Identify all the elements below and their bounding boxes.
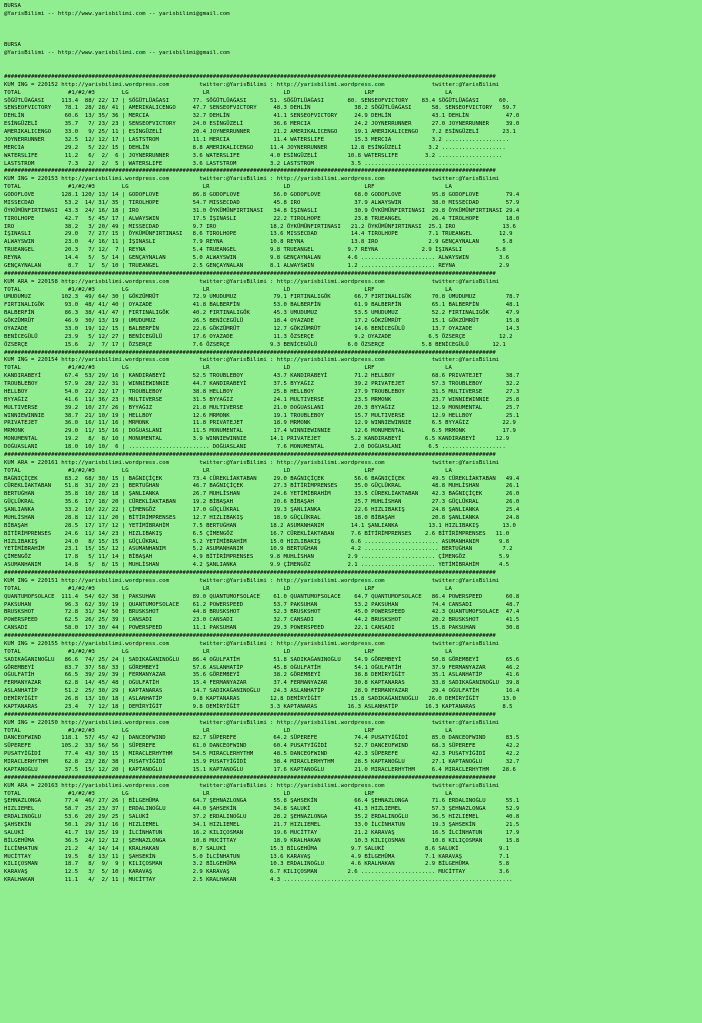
text-line: İŞINASLI 29.0 7/ 27/ 15 | ÖYKÜMÜNFIRTINASI 8.6 TIROLHOPE 13.6 MISSECDAD 14.4 TIROLHOPE 7.1 TRUEANGEL 12.9	[4, 231, 513, 238]
text-line: MISSECDAD 53.2 14/ 31/ 35 | TIROLHOPE 54.7 MISSECDAD 45.8 IRO 37.9 ALWAYSWIN 38.0 MISSECDAD 57.9	[4, 199, 520, 206]
text-line: BURSA	[4, 3, 21, 9]
column-header-line: TOTAL #1/#2/#3 LG LR LD LRF LA	[4, 365, 452, 372]
text-line: HIZLIBAKIŞ 24.0 8/ 15/ 15 | GÜÇLÜKRAL 5.2 YETİMİBRAHİM 15.0 HIZLIBAKIŞ 6.6 ...................... ASUMANHANIM 9.8	[4, 538, 510, 545]
text-line: ERDALINOĞLU 53.6 20/ 29/ 25 | SALUKİ 37.2 ERDALINOĞLU 28.2 ŞEHNAZLONGA 35.2 ERDALINOĞLU 36.5 HIZLIEMEL 40.8	[4, 814, 520, 821]
text-line: BERTUĞHAN 35.8 10/ 28/ 18 | ŞANLIANKA 26.7 MUHLİSHAN 24.6 YETİMİBRAHİM 33.5 CÜREKLİAKTABAN 42.3 BAĞNIÇİÇEK 26.0	[4, 491, 520, 498]
text-line: PUSATYİĞİDİ 77.4 43/ 30/ 15 | MIRACLERHYTHM 54.5 MIRACLERHYTHM 48.5 DANCEOFWIND 42.3 SÜPEREFE 42.3 PUSATYİĞİDİ 42.2	[4, 751, 520, 758]
race-header-line: KUM ARA = 220163 http://yarisbilimi.wordpress.com twitter:@YarisBilimi : http://yarisbilimi.wordpress.com twitter:@YarisBilimi	[4, 782, 500, 789]
text-line: BİLGEHÜMA 36.5 24/ 12/ 12 | ŞEHNAZLONGA 10.8 MUCİTTAY 18.9 KRALHAKAN 10.3 KILIÇOSMAN 10.8 KILIÇOSMAN 15.8	[4, 837, 520, 844]
text-line: DEHLİN 60.6 13/ 35/ 36 | MERCIA 32.7 DEHLİN 41.1 SENSEOFVICTORY 24.9 DEHLİN 43.1 DEHLİN 47.0	[4, 113, 520, 120]
column-header-line: TOTAL #1/#2/#3 LG LR LD LRF LA	[4, 790, 452, 797]
separator-line: ##################################################################################################################################################	[4, 270, 496, 277]
text-line: KAPTANOĞLU 37.5 15/ 12/ 20 | KAPTANOĞLU 15.1 KAPTANOĞLU 17.6 KAPTANOĞLU 21.0 MIRACLERHYTHM 6.4 MIRACLERHYTHM 28.6	[4, 766, 516, 773]
text-line: BİBAŞAH 28.5 17/ 17/ 12 | YETİMİBRAHİM 7.5 BERTUĞHAN 18.2 ASUMANHANIM 14.1 ŞANLIANKA 13.1 HIZLIBAKIŞ 13.0	[4, 522, 516, 529]
blank-line	[4, 27, 702, 35]
text-line: LASTSTROM 7.3 2/ 2/ 5 | WATERSLIFE 3.6 LASTSTROM 3.2 LASTSTROM 3.5 ...................................	[4, 160, 483, 167]
text-line: HELLBOY 54.0 22/ 22/ 17 | TROUBLEBOY 38.8 HELLBOY 25.8 HELLBOY 27.9 TROUBLEBOY 31.5 MULTIVERSE 27.3	[4, 388, 520, 395]
race-header-line: KUM ARA = 220161 http://yarisbilimi.wordpress.com twitter:@YarisBilimi : http://yarisbilimi.wordpress.com twitter:@YarisBilimi	[4, 459, 500, 466]
text-line: ÖZSERÇE 15.6 2/ 7/ 17 | ÖZSERÇE 7.6 ÖZSERÇE 9.3 BENİCEGÜLÜ 6.0 ÖZSERÇE 5.8 BENİCEGÜLÜ 12.1	[4, 341, 506, 348]
text-line: BENİCEGÜLÜ 23.9 5/ 12/ 27 | BENİCEGÜLÜ 17.6 OYAZADE 11.3 ÖZSERÇE 9.2 OYAZADE 6.5 ÖZSERÇE 12.2	[4, 333, 513, 340]
blank-line	[4, 58, 702, 66]
text-line: FIRTINALIGÖK 93.0 48/ 41/ 40 | OYAZADE 41.8 BALBERFİN 53.0 BALBERFİN 61.9 BALBERFİN 65.1 BALBERFİN 48.1	[4, 302, 520, 309]
text-line: MONUMENTAL 19.2 8/ 8/ 10 | MONUMENTAL 3.9 WINNIEWINNIE 14.1 PRIVATEJET 5.2 KANDIRABEYİ 6.5 KANDIRABEYİ 12.9	[4, 436, 510, 443]
text-line: SÖĞÜTLÜAĞASI 113.4 88/ 22/ 17 | SÖĞÜTLÜAĞASI 77. SÖĞÜTLÜAĞASI 51. SÖĞÜTLÜAĞASI 80. SENSEOFVICTORY 83.4 SÖĞÜTLÜAĞASI 60.	[4, 97, 510, 104]
column-header-line: TOTAL #1/#2/#3 LG LR LD LRF LA	[4, 286, 452, 293]
text-line: OYAZADE 33.0 19/ 12/ 15 | BALBERFİN 22.6 GÖKZÜMRÜT 12.7 GÖKZÜMRÜT 14.6 BENİCEGÜLÜ 13.7 OYAZADE 14.3	[4, 325, 520, 332]
text-line: KRALHAKAN 11.1 4/ 2/ 11 | MUCİTTAY 2.5 KRALHAKAN 4.3 ....................................................................	[4, 877, 513, 884]
text-line: PRIVATEJET 36.0 16/ 11/ 16 | MRMONK 11.8 PRIVATEJET 18.9 MRMONK 12.9 WINNIEWINNIE 6.5 BYYAĞIZ 22.9	[4, 420, 516, 427]
text-line: ESİNGÜZELİ 35.7 7/ 23/ 23 | SENSEOFVICTORY 24.0 ESİNGÜZELİ 36.6 MERCIA 24.2 JOYNERRUNNER 27.0 JOYNERRUNNER 39.0	[4, 121, 520, 128]
text-line: CANSADI 58.0 17/ 30/ 44 | POWERSPEED 11.1 PAKSUHAN 29.3 POWERSPEED 22.1 CANSADI 15.8 PAKSUHAN 30.8	[4, 625, 520, 632]
text-line: DOĞUASLANI 18.0 10/ 10/ 6 | ........................ DOĞUASLANI 7.6 MONUMENTAL 2.0 DOĞUASLANI 6.5 ...................	[4, 444, 506, 450]
text-line: MRMONK 29.0 11/ 15/ 16 | DOĞUASLANI 11.5 MONUMENTAL 17.4 WINNIEWINNIE 12.6 MONUMENTAL 6.5 MRMONK 17.9	[4, 428, 516, 435]
text-line: WATERSLIFE 11.2 6/ 2/ 6 | JOYNERRUNNER 3.6 WATERSLIFE 4.0 ESİNGÜZELİ 10.8 WATERSLIFE 3.2 ...................	[4, 152, 503, 159]
column-header-line: TOTAL #1/#2/#3 LG LR LD LRF LA	[4, 648, 452, 655]
text-line: SÜPEREFE 105.2 33/ 56/ 56 | SÜPEREFE 61.0 DANCEOFWIND 60.4 PUSATYİĞİDİ 52.7 DANCEOFWIND 68.3 SÜPEREFE 42.2	[4, 743, 520, 750]
text-line: KILIÇOSMAN 18.7 8/ 9/ 9 | KILIÇOSMAN 3.2 BİLGEHÜMA 10.3 ERDALINOĞLU 4.6 KRALHAKAN 2.9 BİLGEHÜMA 5.8	[4, 861, 510, 868]
text-line: GÖREMBEYİ 83.7 37/ 58/ 33 | GÖREMBEYİ 57.6 ASLANHATİP 45.8 OĞULFATİH 54.1 OĞULFATİH 37.9 FERMANYAZAR 46.2	[4, 664, 520, 671]
text-line: HIZLIEMEL 58.7 25/ 23/ 37 | ERDALINOĞLU 44.0 ŞAHSEKİN 34.8 SALUKİ 41.3 HIZLIEMEL 57.3 ŞEHNAZLONGA 52.9	[4, 806, 520, 813]
text-line: BAĞNIÇİÇEK 83.2 68/ 30/ 15 | BAĞNIÇİÇEK 73.4 CÜREKLİAKTABAN 29.0 BAĞNIÇİÇEK 56.6 BAĞNIÇİÇEK 49.5 CÜREKLİAKTABAN 49.4	[4, 475, 520, 482]
separator-line: ##################################################################################################################################################	[4, 451, 496, 458]
text-line: MUHLİSHAN 28.8 12/ 11/ 20 | BİTİRİMPRENSES 12.7 HIZLIBAKIŞ 18.9 GÜÇLÜKRAL 18.0 BİBAŞAH 20.8 ŞANLIANKA 24.8	[4, 514, 520, 521]
separator-line: ##################################################################################################################################################	[4, 168, 496, 175]
text-line: FERMANYAZAR 62.8 14/ 45/ 48 | OĞULFATİH 15.4 FERMANYAZAR 37.4 FERMANYAZAR 30.8 KAPTANARAS 33.8 SADIKAĞANINOĞLU 39.8	[4, 680, 520, 687]
text-line: ALWAYSWIN 23.0 4/ 16/ 11 | İŞINASLI 7.9 REYNA 10.8 REYNA 13.8 IRO 2.9 GENÇAYNALAN 5.8	[4, 239, 513, 246]
text-line: KANDIRABEYİ 67.4 53/ 29/ 16 | KANDIRABEYİ 52.5 TROUBLEBOY 43.7 KANDIRABEYİ 71.2 HELLBOY 68.6 PRIVATEJET 38.7	[4, 373, 520, 380]
text-line: ŞANLIANKA 33.2 10/ 22/ 22 | ÇİMENGÖZ 17.0 GÜÇLÜKRAL 19.3 ŞANLIANKA 22.6 HIZLIBAKIŞ 24.8 ŞANLIANKA 25.4	[4, 507, 520, 513]
text-line: AMERIKALICENGO 33.0 9/ 25/ 11 | ESİNGÜZELİ 20.4 JOYNERRUNNER 21.2 AMERIKALICENGO 19.1 AMERIKALICENGO 7.2 ESİNGÜZELİ 23.1	[4, 129, 516, 135]
blank-line	[4, 66, 702, 74]
text-line: BİTİRİMPRENSES 24.6 11/ 14/ 23 | HIZLIBAKIŞ 6.5 ÇİMENGÖZ 16.7 CÜREKLİAKTABAN 7.6 BİTİRİMPRENSES 2.6 BİTİRİMPRENSES 11.0	[4, 530, 510, 537]
separator-line: ##################################################################################################################################################	[4, 570, 496, 576]
text-line: DEMİRYİĞİT 26.8 13/ 10/ 18 | ASLANHATİP 9.8 KAPTANARAS 12.8 DEMİRYİĞİT 15.8 SADIKAĞANINOĞLU 26.0 DEMİRYİĞİT 13.0	[4, 696, 516, 702]
text-line: BYYAĞIZ 41.6 11/ 36/ 23 | MULTIVERSE 31.5 BYYAĞIZ 24.1 MULTIVERSE 23.5 MRMONK 23.7 WINNIEWINNIE 25.8	[4, 396, 520, 403]
text-line: GÜÇLÜKRAL 35.6 17/ 18/ 20 | CÜREKLİAKTABAN 19.2 BİBAŞAH 20.6 BİBAŞAH 25.7 MUHLİSHAN 27.3 GÜÇLÜKRAL 26.0	[4, 499, 520, 506]
race-header-line: KUM ING = 220155 http://yarisbilimi.wordpress.com twitter:@YarisBilimi : http://yarisbilimi.wordpress.com twitter:@YarisBilimi	[4, 640, 500, 647]
text-line: UMUDUMUZ 102.3 49/ 64/ 30 | GÖKZÜMRÜT 72.9 UMUDUMUZ 79.1 FIRTINALIGÖK 66.7 FIRTINALIGÖK 70.8 UMUDUMUZ 78.7	[4, 294, 520, 301]
text-line: POWERSPEED 62.5 26/ 25/ 39 | CANSADI 23.0 CANSADI 32.7 CANSADI 44.2 BRUSKSHOT 20.2 BRUSKSHOT 41.5	[4, 617, 520, 624]
text-line: ASUMANHANIM 14.8 5/ 8/ 15 | MUHLİSHAN 4.2 ŞANLIANKA 9.9 ÇİMENGÖZ 2.1 ...................... YETİMİBRAHİM 4.5	[4, 562, 510, 569]
text-line: @YarisBilimi -- http://www.yarisbilimi.com -- yarisbilimi@gmail.com	[4, 50, 230, 57]
separator-line: ##################################################################################################################################################	[4, 774, 496, 781]
race-header-line: KUM ING = 220153 http://yarisbilimi.wordpress.com twitter:@YarisBilimi : http://yarisbilimi.wordpress.com twitter:@YarisBilimi	[4, 176, 500, 183]
text-line: SADIKAĞANINOĞLU 86.6 74/ 25/ 24 | SADIKAĞANINOĞLU 86.4 OĞULFATİH 51.8 SADIKAĞANINOĞLU 54.9 GÖREMBEYİ 50.8 GÖREMBEYİ 65.6	[4, 656, 520, 663]
text-line: MIRACLERHYTHM 62.8 23/ 28/ 38 | PUSATYİĞİDİ 15.9 PUSATYİĞİDİ 38.4 MIRACLERHYTHM 28.5 KAPTANOĞLU 27.1 KAPTANOĞLU 32.7	[4, 759, 520, 765]
column-header-line: TOTAL #1/#2/#3 LG LR LD LRF LA	[4, 184, 452, 191]
separator-line: ##################################################################################################################################################	[4, 711, 496, 718]
text-line: TIROLHOPE 42.7 5/ 45/ 17 | ALWAYSWIN 17.5 İŞINASLI 22.2 TIROLHOPE 23.8 TRUEANGEL 26.4 TIROLHOPE 18.0	[4, 215, 520, 222]
column-header-line: TOTAL #1/#2/#3 LG LR LD LRF LA	[4, 89, 452, 96]
column-header-line: TOTAL #1/#2/#3 LG LR LD LRF LA	[4, 727, 452, 734]
text-line: DANCEOFWIND 118.1 57/ 45/ 42 | DANCEOFWIND 82.7 SÜPEREFE 64.2 SÜPEREFE 74.4 PUSATYİĞİDİ 85.0 DANCEOFWIND 83.5	[4, 735, 520, 742]
race-header-line: KUM ING = 220154 http://yarisbilimi.wordpress.com twitter:@YarisBilimi : http://yarisbilimi.wordpress.com twitter:@YarisBilimi	[4, 357, 500, 364]
text-line: YETİMİBRAHİM 23.1 15/ 15/ 12 | ASUMANHANIM 5.2 ASUMANHANIM 10.9 BERTUĞHAN 4.2 ...................... BERTUĞHAN 7.2	[4, 546, 513, 553]
column-header-line: TOTAL #1/#2/#3 LG LR LD LRF LA	[4, 585, 452, 592]
race-header-line: KUM ING = 220150 http://yarisbilimi.wordpress.com twitter:@YarisBilimi : http://yarisbilimi.wordpress.com twitter:@YarisBilimi	[4, 719, 500, 726]
text-line: ASLANHATİP 51.2 25/ 30/ 29 | KAPTANARAS 14.7 SADIKAĞANINOĞLU 24.3 ASLANHATİP 28.9 FERMANYAZAR 29.4 OĞULFATİH 16.4	[4, 688, 520, 695]
text-line: TRUEANGEL 20.3 7/ 12/ 7 | REYNA 5.4 TRUEANGEL 9.8 TRUEANGEL 9.7 REYNA 2.9 İŞINASLI 5.8	[4, 247, 506, 254]
text-line: ŞEHNAZLONGA 77.4 46/ 27/ 26 | BİLGEHÜMA 64.7 ŞEHNAZLONGA 55.8 ŞAHSEKİN 66.4 ŞEHNAZLONGA 71.6 ERDALINOĞLU 55.1	[4, 798, 520, 805]
text-line: BURSA	[4, 42, 21, 49]
text-line: SALUKİ 41.7 19/ 25/ 19 | İLCİNHATUN 16.2 KILIÇOSMAN 19.6 MUCİTTAY 21.2 KARAVAŞ 16.5 İLCİNHATUN 17.9	[4, 829, 520, 836]
text-line: GODOFLOVE 128.1 120/ 13/ 14 | GODOFLOVE 86.8 GODOFLOVE 56.0 GODOFLOVE 68.0 GODOFLOVE 95.8 GODOFLOVE 79.4	[4, 192, 520, 198]
text-line: KARAVAŞ 12.5 3/ 5/ 10 | KARAVAŞ 2.9 KARAVAŞ 6.7 KILIÇOSMAN 2.6 ...................... MUCİTTAY 3.6	[4, 869, 510, 876]
text-line: ÇİMENGÖZ 17.8 5/ 11/ 14 | BİBAŞAH 4.9 BİTİRİMPRENSES 9.8 MUHLİSHAN 2.9 ...................... ÇİMENGÖZ 5.9	[4, 554, 510, 561]
text-line: JOYNERRUNNER 32.5 12/ 12/ 17 | LASTSTROM 11.1 MERCIA 11.4 WATERSLIFE 15.3 MERCIA 3.2 ...................	[4, 136, 510, 143]
text-line: PAKSUHAN 96.3 62/ 39/ 19 | QUANTUMOFSOLACE 61.2 POWERSPEED 53.7 PAKSUHAN 53.2 PAKSUHAN 74.4 CANSADI 48.7	[4, 601, 520, 608]
column-header-line: TOTAL #1/#2/#3 LG LR LD LRF LA	[4, 467, 452, 474]
text-line: ÖYKÜMÜNFIRTINASI 43.3 24/ 16/ 18 | IRO 31.0 ÖYKÜMÜNFIRTINASI 34.8 İŞINASLI 30.9 ÖYKÜMÜNFIRTINASI 29.8 ÖYKÜMÜNFIRTINASI 29.4	[4, 207, 520, 214]
text-line: GÖKZÜMRÜT 46.9 30/ 13/ 19 | UMUDUMUZ 26.5 BENİCEGÜLÜ 18.4 OYAZADE 17.2 GÖKZÜMRÜT 15.1 GÖKZÜMRÜT 15.8	[4, 318, 520, 324]
race-header-line: KUM ARA = 220158 http://yarisbilimi.wordpress.com twitter:@YarisBilimi : http://yarisbilimi.wordpress.com twitter:@YarisBilimi	[4, 278, 500, 285]
text-line: MULTIVERSE 39.2 10/ 27/ 26 | BYYAĞIZ 21.8 MULTIVERSE 21.0 DOĞUASLANI 20.3 BYYAĞIZ 12.9 MONUMENTAL 25.7	[4, 404, 520, 411]
text-line: @YarisBilimi -- http://www.yarisbilimi.com -- yarisbilimi@gmail.com	[4, 10, 230, 17]
text-line: BALBERFİN 86.3 38/ 41/ 47 | FIRTINALIGÖK 40.2 FIRTINALIGÖK 45.3 UMUDUMUZ 53.5 UMUDUMUZ 52.2 FIRTINALIGÖK 47.9	[4, 310, 520, 317]
text-line: MERCIA 29.2 5/ 22/ 15 | DEHLİN 8.8 AMERIKALICENGO 11.4 JOYNERRUNNER 12.8 ESİNGÜZELİ 3.2 ...................	[4, 144, 506, 151]
blank-line	[4, 19, 702, 27]
text-line: TROUBLEBOY 57.9 28/ 22/ 31 | WINNIEWINNIE 44.7 KANDIRABEYİ 37.5 BYYAĞIZ 39.2 PRIVATEJET 57.3 TROUBLEBOY 32.2	[4, 381, 520, 387]
text-line: QUANTUMOFSOLACE 111.4 54/ 62/ 38 | PAKSUHAN 89.0 QUANTUMOFSOLACE 61.0 QUANTUMOFSOLACE 64.7 QUANTUMOFSOLACE 86.4 POWERSPEED 60.8	[4, 593, 520, 600]
text-line: ŞAHSEKİN 50.1 29/ 31/ 16 | HIZLIEMEL 34.1 HIZLIEMEL 21.7 HIZLIEMEL 33.0 İLCİNHATUN 19.3 ŞAHSEKİN 21.5	[4, 822, 520, 828]
text-line: KAPTANARAS 23.4 7/ 12/ 18 | DEMİRYİĞİT 9.8 DEMİRYİĞİT 3.3 KAPTANARAS 16.3 ASLANHATİP 16.3 KAPTANARAS 8.5	[4, 703, 513, 710]
race-header-line: KUM ING = 220151 http://yarisbilimi.wordpress.com twitter:@YarisBilimi : http://yarisbilimi.wordpress.com twitter:@YarisBilimi	[4, 577, 500, 584]
text-line: OĞULFATİH 66.5 39/ 29/ 39 | FERMANYAZAR 35.6 GÖREMBEYİ 38.2 GÖREMBEYİ 38.8 DEMİRYİĞİT 35.1 ASLANHATİP 41.6	[4, 672, 520, 679]
text-line: IRO 38.2 3/ 20/ 49 | MISSECDAD 9.7 IRO 18.2 ÖYKÜMÜNFIRTINASI 21.2 ÖYKÜMÜNFIRTINASI 25.1 IRO 13.6	[4, 223, 516, 230]
blank-line	[4, 35, 702, 43]
text-line: WINNIEWINNIE 38.7 21/ 10/ 19 | HELLBOY 12.6 MRMONK 19.1 TROUBLEBOY 15.7 MULTIVERSE 12.9 HELLBOY 25.1	[4, 412, 520, 419]
race-header-line: KUM ING = 220152 http://yarisbilimi.wordpress.com twitter:@YarisBilimi : http://yarisbilimi.wordpress.com twitter:@YarisBilimi	[4, 81, 500, 88]
text-line: CÜREKLİAKTABAN 51.8 31/ 20/ 23 | BERTUĞHAN 46.7 BAĞNIÇİÇEK 27.3 BİTİRİMPRENSES 35.0 GÜÇLÜKRAL 48.8 MUHLİSHAN 26.1	[4, 483, 520, 490]
text-line: REYNA 14.4 5/ 5/ 14 | GENÇAYNALAN 5.0 ALWAYSWIN 9.8 GENÇAYNALAN 4.6 ...................... ALWAYSWIN 3.6	[4, 255, 510, 261]
text-line: GENÇAYNALAN 8.7 1/ 5/ 10 | TRUEANGEL 2.5 GENÇAYNALAN 8.1 ALWAYSWIN 1.2 ...................... REYNA 2.9	[4, 262, 510, 269]
separator-line: ##################################################################################################################################################	[4, 633, 496, 639]
text-line: BRUSKSHOT 72.8 31/ 34/ 50 | BRUSKSHOT 44.8 BRUSKSHOT 52.3 BRUSKSHOT 45.0 POWERSPEED 42.3 QUANTUMOFSOLACE 47.4	[4, 609, 520, 616]
separator-line: ##################################################################################################################################################	[4, 349, 496, 356]
text-line: İLCİNHATUN 21.2 4/ 14/ 14 | KRALHAKAN 8.7 SALUKİ 15.3 BİLGEHÜMA 9.7 SALUKİ 8.6 SALUKİ 9.1	[4, 845, 510, 852]
text-line: MUCİTTAY 19.5 8/ 13/ 11 | ŞAHSEKİN 5.0 İLCİNHATUN 13.6 KARAVAŞ 4.9 BİLGEHÜMA 7.1 KARAVAŞ 7.1	[4, 853, 510, 860]
text-line: SENSEOFVICTORY 78.1 28/ 28/ 41 | AMERIKALICENGO 47.7 SENSEOFVICTORY 48.3 DEHLİN 38.2 SÖĞÜTLÜAĞASI 58. SENSEOFVICTORY 59.7	[4, 105, 516, 112]
separator-line: ##################################################################################################################################################	[4, 73, 496, 80]
